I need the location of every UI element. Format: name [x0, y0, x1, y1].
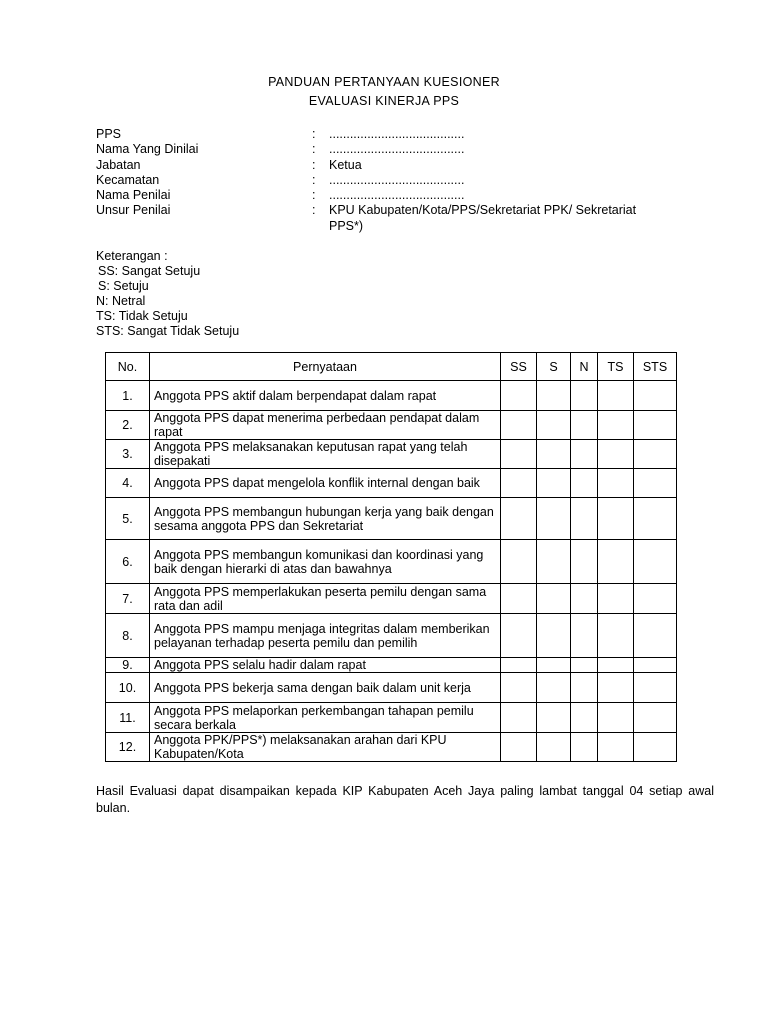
rating-cell-sts[interactable]: [634, 703, 677, 733]
rating-cell-sts[interactable]: [634, 411, 677, 440]
legend-section: [96, 249, 239, 339]
table-row: [106, 673, 677, 703]
rating-cell-sts[interactable]: [634, 673, 677, 703]
row-number: 8.: [106, 614, 150, 658]
row-statement: Anggota PPS bekerja sama dengan baik dalam unit kerja: [150, 673, 501, 703]
info-colon: :: [312, 203, 316, 218]
row-statement: Anggota PPS dapat menerima perbedaan pendapat dalam rapat: [150, 411, 501, 440]
rating-cell-ts[interactable]: [598, 614, 634, 658]
info-value: .......................................: [329, 142, 465, 157]
document-subtitle: EVALUASI KINERJA PPS: [308, 94, 460, 108]
row-statement: Anggota PPS selalu hadir dalam rapat: [150, 658, 501, 673]
table-row: [106, 703, 677, 733]
rating-cell-sts[interactable]: [634, 540, 677, 584]
row-statement: Anggota PPS melaporkan perkembangan tahapan pemilu secara berkala: [150, 703, 501, 733]
legend-item: SS: Sangat Setuju: [98, 264, 201, 278]
rating-cell-ts[interactable]: [598, 658, 634, 673]
info-value: .......................................: [329, 188, 465, 203]
rating-cell-sts[interactable]: [634, 498, 677, 540]
row-number: 10.: [106, 673, 150, 703]
table-row: [106, 498, 677, 540]
rating-cell-ts[interactable]: [598, 498, 634, 540]
header-sts: STS: [634, 353, 677, 381]
rating-cell-ss[interactable]: [501, 411, 537, 440]
info-row-pps: [96, 127, 656, 142]
document-title: PANDUAN PERTANYAAN KUESIONER: [268, 75, 500, 89]
rating-cell-ss[interactable]: [501, 703, 537, 733]
rating-cell-n[interactable]: [571, 540, 598, 584]
legend-item: STS: Sangat Tidak Setuju: [96, 324, 240, 338]
info-value: .......................................: [329, 127, 465, 141]
table-row: [106, 584, 677, 614]
table-row: [106, 440, 677, 469]
rating-cell-sts[interactable]: [634, 584, 677, 614]
rating-cell-n[interactable]: [571, 673, 598, 703]
rating-cell-s[interactable]: [537, 733, 571, 762]
rating-cell-ts[interactable]: [598, 703, 634, 733]
row-statement: Anggota PPS membangun komunikasi dan koordinasi yang baik dengan hierarki di atas dan bawahnya: [150, 540, 501, 584]
rating-cell-ts[interactable]: [598, 673, 634, 703]
rating-cell-n[interactable]: [571, 498, 598, 540]
table-row: [106, 540, 677, 584]
rating-cell-n[interactable]: [571, 614, 598, 658]
rating-cell-s[interactable]: [537, 584, 571, 614]
row-number: 1.: [106, 381, 150, 411]
rating-cell-sts[interactable]: [634, 381, 677, 411]
header-n: N: [571, 353, 598, 381]
info-colon: :: [312, 188, 316, 203]
rating-cell-ts[interactable]: [598, 381, 634, 411]
rating-cell-s[interactable]: [537, 498, 571, 540]
info-row-jabatan: [96, 158, 656, 173]
rating-cell-ss[interactable]: [501, 381, 537, 411]
info-label: Nama Penilai: [96, 188, 171, 203]
row-statement: Anggota PPK/PPS*) melaksanakan arahan dari KPU Kabupaten/Kota: [150, 733, 501, 762]
rating-cell-s[interactable]: [537, 411, 571, 440]
rating-cell-ss[interactable]: [501, 614, 537, 658]
table-row: [106, 381, 677, 411]
rating-cell-ts[interactable]: [598, 540, 634, 584]
rating-cell-n[interactable]: [571, 584, 598, 614]
rating-cell-s[interactable]: [537, 540, 571, 584]
legend-item: TS: Tidak Setuju: [96, 309, 188, 323]
info-label: Nama Yang Dinilai: [96, 142, 199, 157]
info-label: Jabatan: [96, 157, 141, 172]
table-row: [106, 658, 677, 673]
rating-cell-ss[interactable]: [501, 584, 537, 614]
rating-cell-sts[interactable]: [634, 658, 677, 673]
rating-cell-ss[interactable]: [501, 540, 537, 584]
rating-cell-s[interactable]: [537, 381, 571, 411]
rating-cell-n[interactable]: [571, 658, 598, 673]
table-row: [106, 733, 677, 762]
legend-item: N: Netral: [96, 294, 146, 308]
legend-heading: Keterangan :: [96, 249, 168, 263]
rating-cell-s[interactable]: [537, 469, 571, 498]
header-s: S: [537, 353, 571, 381]
rating-cell-n[interactable]: [571, 703, 598, 733]
questionnaire-table: [105, 352, 677, 762]
rating-cell-ts[interactable]: [598, 469, 634, 498]
row-number: 7.: [106, 584, 150, 614]
rating-cell-sts[interactable]: [634, 469, 677, 498]
info-colon: :: [312, 172, 316, 187]
rating-cell-ss[interactable]: [501, 658, 537, 673]
row-number: 12.: [106, 733, 150, 762]
header-no: No.: [106, 353, 150, 381]
info-label: PPS: [96, 127, 122, 141]
row-statement: Anggota PPS aktif dalam berpendapat dalam rapat: [150, 381, 501, 411]
rating-cell-n[interactable]: [571, 381, 598, 411]
info-label: Unsur Penilai: [96, 203, 171, 218]
rating-cell-s[interactable]: [537, 614, 571, 658]
info-colon: :: [312, 142, 316, 157]
row-number: 9.: [106, 658, 150, 673]
info-value: .......................................: [329, 172, 465, 187]
rating-cell-ss[interactable]: [501, 469, 537, 498]
info-row-nama-dinilai: [96, 142, 656, 157]
rating-cell-s[interactable]: [537, 673, 571, 703]
table-row: [106, 411, 677, 440]
info-row-kecamatan: [96, 173, 656, 188]
info-label: Kecamatan: [96, 172, 160, 187]
rating-cell-ts[interactable]: [598, 440, 634, 469]
row-statement: Anggota PPS melaksanakan keputusan rapat yang telah disepakati: [150, 440, 501, 469]
identity-section: [96, 127, 656, 233]
row-number: 2.: [106, 411, 150, 440]
legend-item: S: Setuju: [98, 279, 149, 293]
row-statement: Anggota PPS mampu menjaga integritas dalam memberikan pelayanan terhadap peserta pemilu dan pemilih: [150, 614, 501, 658]
rating-cell-s[interactable]: [537, 658, 571, 673]
rating-cell-s[interactable]: [537, 440, 571, 469]
table-row: [106, 614, 677, 658]
row-number: 11.: [106, 703, 150, 733]
rating-cell-n[interactable]: [571, 411, 598, 440]
row-number: 6.: [106, 540, 150, 584]
info-value: KPU Kabupaten/Kota/PPS/Sekretariat PPK/ Sekretariat PPS*): [329, 203, 637, 233]
rating-cell-sts[interactable]: [634, 614, 677, 658]
info-value: Ketua: [329, 157, 362, 172]
row-statement: Anggota PPS membangun hubungan kerja yang baik dengan sesama anggota PPS dan Sekretariat: [150, 498, 501, 540]
table-header-row: [106, 353, 677, 381]
rating-cell-ss[interactable]: [501, 440, 537, 469]
table-row: [106, 469, 677, 498]
row-number: 5.: [106, 498, 150, 540]
rating-cell-sts[interactable]: [634, 440, 677, 469]
info-row-nama-penilai: [96, 188, 656, 203]
row-statement: Anggota PPS dapat mengelola konflik internal dengan baik: [150, 469, 501, 498]
row-statement: Anggota PPS memperlakukan peserta pemilu dengan sama rata dan adil: [150, 584, 501, 614]
rating-cell-ts[interactable]: [598, 733, 634, 762]
rating-cell-ss[interactable]: [501, 498, 537, 540]
rating-cell-ss[interactable]: [501, 673, 537, 703]
header-ss: SS: [501, 353, 537, 381]
info-colon: :: [312, 127, 316, 141]
info-colon: :: [312, 157, 316, 172]
header-pernyataan: Pernyataan: [150, 353, 501, 381]
row-number: 4.: [106, 469, 150, 498]
rating-cell-n[interactable]: [571, 440, 598, 469]
rating-cell-n[interactable]: [571, 733, 598, 762]
rating-cell-sts[interactable]: [634, 733, 677, 762]
rating-cell-n[interactable]: [571, 469, 598, 498]
rating-cell-s[interactable]: [537, 703, 571, 733]
info-row-unsur-penilai: [96, 203, 656, 233]
rating-cell-ss[interactable]: [501, 733, 537, 762]
rating-cell-ts[interactable]: [598, 411, 634, 440]
rating-cell-ts[interactable]: [598, 584, 634, 614]
footer-note: Hasil Evaluasi dapat disampaikan kepada KIP Kabupaten Aceh Jaya paling lambat tanggal 04 setiap awal bulan.: [96, 784, 714, 815]
row-number: 3.: [106, 440, 150, 469]
header-ts: TS: [598, 353, 634, 381]
